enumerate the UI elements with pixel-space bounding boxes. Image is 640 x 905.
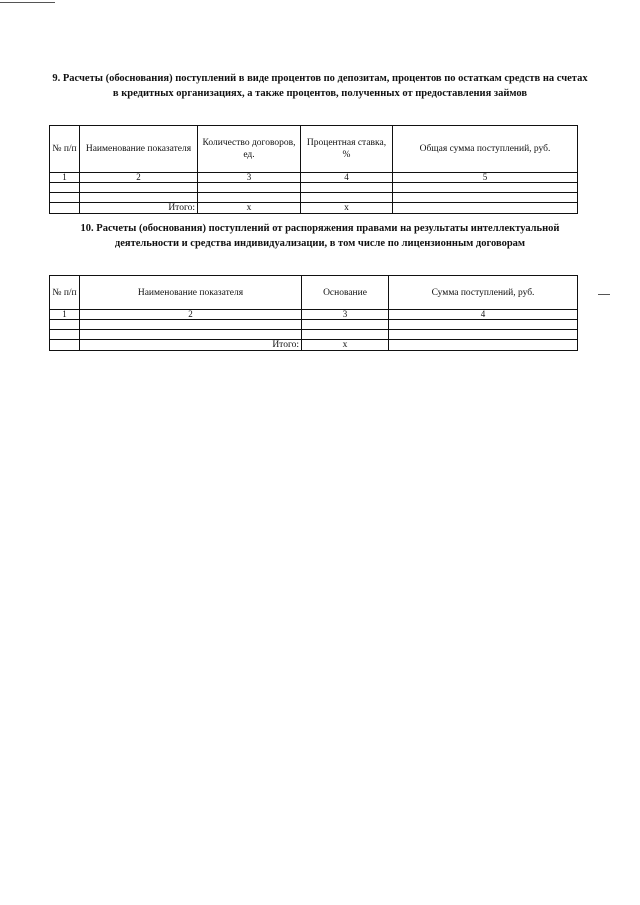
column-number: 3 [198,173,301,183]
table-row [50,320,578,330]
table-header-row [50,126,578,173]
column-number-row [50,173,578,183]
total-label: Итого: [80,340,302,351]
table-row [50,193,578,203]
total-label: Итого: [80,203,198,214]
header-cell: Общая сумма поступлений, руб. [393,126,578,173]
column-number: 1 [50,310,80,320]
header-cell: № п/п [50,276,80,310]
column-number: 4 [389,310,578,320]
total-mark: x [198,203,301,214]
header-cell: Сумма поступлений, руб. [389,276,578,310]
section-10-table [49,275,578,351]
total-mark: x [302,340,389,351]
section-10-title: 10. Расчеты (обоснования) поступлений от распоряжения правами на результаты интеллектуальной деятельности и средства индивидуализации, в том числе по лицензионным договорам [80,223,560,249]
section-9-title: 9. Расчеты (обоснования) поступлений в виде процентов по депозитам, процентов по остаткам средств на счетах в кредитных организациях, а также процентов, полученных от предоставления займов [52,73,588,99]
header-cell: № п/п [50,126,80,173]
table-row [50,183,578,193]
column-number: 2 [80,173,198,183]
column-number: 2 [80,310,302,320]
header-cell: Наименование показателя [80,276,302,310]
column-number: 1 [50,173,80,183]
total-row [50,203,578,214]
section-9-table [49,125,578,214]
table-row [50,330,578,340]
header-cell: Основание [302,276,389,310]
header-cell: Процентная ставка, % [301,126,393,173]
column-number: 3 [302,310,389,320]
header-cell: Количество договоров, ед. [198,126,301,173]
column-number: 4 [301,173,393,183]
scan-artifact-line [0,2,55,3]
total-mark: x [301,203,393,214]
column-number: 5 [393,173,578,183]
table-header-row [50,276,578,310]
total-row [50,340,578,351]
scan-artifact-mark [598,294,610,295]
header-cell: Наименование показателя [80,126,198,173]
column-number-row [50,310,578,320]
